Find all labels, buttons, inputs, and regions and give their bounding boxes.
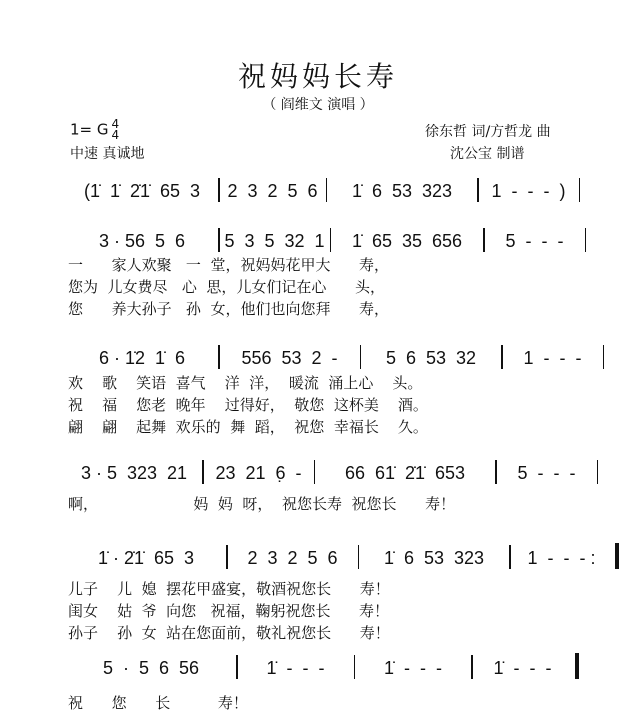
song-title: 祝妈妈长寿: [237, 60, 398, 93]
measure: 1̇ - - -: [384, 658, 442, 678]
lyric-line: 闺女 姑 爷 向您 祝福，鞠躬祝您长 寿！: [68, 602, 390, 620]
bar-line: [615, 543, 619, 569]
lyric-line: 您 养大孙子 孙 女，他们也向您拜 寿，: [68, 300, 390, 318]
lyric-line: 孙子 孙 女 站在您面前，敬礼祝您长 寿！: [68, 624, 390, 642]
score-row: [66, 545, 619, 569]
measure: 3 · 56 5 6: [98, 231, 186, 251]
time-bottom: 4: [111, 128, 120, 142]
measure: 1̇ · 2̇1̇ 65 3: [97, 548, 195, 568]
lyric-line: 您为 儿女费尽 心 思，儿女们记在心 头，: [68, 278, 385, 296]
measure: 1̇ - - -: [266, 658, 325, 678]
measure: 23 21 6̣ -: [215, 463, 302, 483]
lyric-line: 祝 福 您老 晚年 过得好， 敬您 这杯美 酒。: [68, 396, 428, 414]
lyric-line: 啊， 妈 妈 呀， 祝您长寿 祝您长 寿！: [68, 495, 456, 513]
measure: 1̇ 65 35 656: [351, 231, 463, 251]
measure: 1̇ 6 53 323: [351, 181, 453, 201]
measure: 66 61̇ 2̇1̇ 653: [344, 463, 466, 483]
measure: 3 · 5 323 21: [80, 463, 188, 483]
lyric-line: 祝 您 长 寿！: [68, 694, 248, 712]
measure: 2 3 2 5 6: [227, 181, 318, 201]
lyric-line: 儿子 儿 媳 摆花甲盛宴，敬酒祝您长 寿！: [68, 580, 390, 598]
bar-line: [603, 345, 605, 369]
measure: 5 - - -: [505, 231, 564, 251]
time-signature: [112, 119, 120, 141]
key-signature: [70, 119, 119, 141]
measure: 556 53 2 -: [241, 348, 338, 368]
key: 1= G: [70, 120, 109, 139]
arranger: 沈公宝 制谱: [450, 146, 525, 162]
measure: 1 - - - ): [491, 181, 566, 201]
score-row: [66, 228, 586, 252]
bar-line: [579, 178, 581, 202]
score-row: [66, 655, 579, 679]
time-top: 4: [111, 117, 120, 131]
performer: （ 阎维文 演唱 ）: [262, 97, 374, 113]
measure: 1̇ - - -: [493, 658, 552, 678]
score-row: [66, 178, 580, 202]
lyric-line: 欢 歌 笑语 喜气 洋 洋， 暖流 涌上心 头。: [68, 374, 423, 392]
lyric-line: 翩 翩 起舞 欢乐的 舞 蹈， 祝您 幸福长 久。: [68, 418, 428, 436]
bar-line: [597, 460, 599, 484]
credits: 徐东哲 词/方哲龙 曲: [425, 124, 551, 140]
measure: 1 - - -: [523, 348, 582, 368]
tempo: 中速 真诚地: [70, 146, 145, 162]
score-row: [66, 345, 604, 369]
measure: 6 · 1̇2 1̇ 6: [98, 348, 186, 368]
bar-line: [585, 228, 587, 252]
measure: 5 3 5 32 1: [224, 231, 325, 251]
lyric-line: 一 家人欢聚 一 堂，祝妈妈花甲大 寿，: [68, 256, 390, 274]
measure: 1 - - - :: [527, 548, 596, 568]
measure: 2 3 2 5 6: [247, 548, 338, 568]
measure: 1̇ 6 53 323: [383, 548, 485, 568]
measure: 5 6 53 32: [385, 348, 477, 368]
bar-line: [575, 653, 579, 679]
score-row: [66, 460, 598, 484]
measure: (1̇ 1̇ 2̇1̇ 65 3: [83, 181, 201, 201]
measure: 5 · 5 6 56: [102, 658, 200, 678]
measure: 5 - - -: [517, 463, 576, 483]
